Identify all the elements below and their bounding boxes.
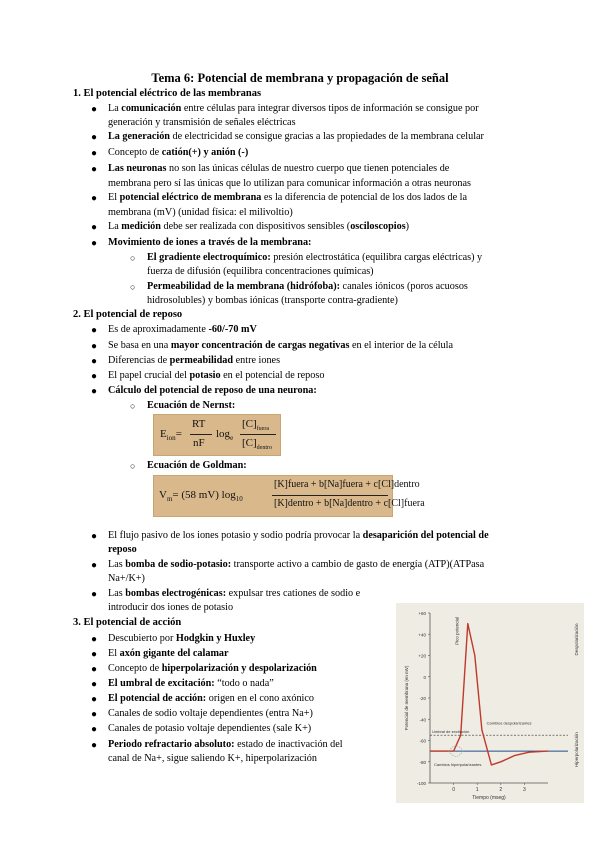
bullet-icon: ● bbox=[91, 238, 98, 249]
list-item: Las bomba de sodio-potasio: transporte activo a cambio de gasto de energía (ATP)(ATPasa bbox=[108, 559, 485, 570]
action-potential-plot bbox=[396, 603, 584, 803]
y-tick-label: 0 bbox=[423, 674, 426, 680]
list-item-continued: reposo bbox=[108, 544, 137, 555]
list-item: Canales de potasio voltaje dependientes (sale K+) bbox=[108, 723, 312, 734]
x-axis-label: Tiempo (mseg) bbox=[472, 795, 506, 801]
bullet-icon: ● bbox=[91, 694, 98, 705]
list-item: Cálculo del potencial de reposo de una neurona: bbox=[108, 385, 317, 396]
sub-list-item: Permeabilidad de la membrana (hidrófoba): canales iónicos (poros acuosos bbox=[147, 281, 468, 292]
list-item-continued: canal de Na+, sigue saliendo K+, hiperpolarización bbox=[108, 753, 317, 764]
depolarizing-label: Cambios despolarizantes bbox=[486, 720, 532, 726]
section-heading-1: 1. El potencial eléctrico de las membranas bbox=[73, 88, 262, 99]
y-tick-label: -100 bbox=[416, 781, 426, 786]
list-item: Se basa en una mayor concentración de cargas negativas en el interior de la célula bbox=[108, 340, 453, 351]
goldman-equation: $V_m= (58$ mV) $\log_{10}$ [K]fuera + b[Na]fuera + c[Cl]dentro [K]dentro + b[Na]dentro + c[Cl]fuera bbox=[153, 475, 393, 517]
x-tick-label: 2 bbox=[499, 787, 503, 793]
bullet-icon: ● bbox=[91, 560, 98, 571]
list-item-continued: Na+/K+) bbox=[108, 573, 145, 584]
hyperpolarization-side-label: Hiperpolarización bbox=[574, 732, 579, 768]
bullet-icon: ● bbox=[91, 132, 98, 143]
sub-list-item: Ecuación de Nernst: bbox=[147, 400, 236, 411]
sub-list-item-continued: hidrosolubles) y bombas iónicas (transporte contra-gradiente) bbox=[147, 295, 398, 306]
list-item: La comunicación entre células para integrar diversos tipos de información se consigue por bbox=[108, 103, 479, 114]
list-item: El papel crucial del potasio en el potencial de reposo bbox=[108, 370, 325, 381]
action-potential-chart bbox=[396, 603, 584, 803]
section-heading-2: 2. El potencial de reposo bbox=[73, 309, 183, 320]
peak-label: Pico potencial bbox=[454, 616, 460, 645]
list-item: El potencial de acción: origen en el cono axónico bbox=[108, 693, 314, 704]
sub-bullet-icon: ○ bbox=[130, 401, 136, 411]
bullet-icon: ● bbox=[91, 222, 98, 233]
depolarization-side-label: Despolarización bbox=[574, 623, 579, 656]
bullet-icon: ● bbox=[91, 164, 98, 175]
list-item-continued: membrana pero sí las únicas que lo utilizan para comunicar información a otras neuronas bbox=[108, 178, 471, 189]
sub-bullet-icon: ○ bbox=[130, 253, 136, 263]
bullet-icon: ● bbox=[91, 634, 98, 645]
page-title: Tema 6: Potencial de membrana y propagación de señal bbox=[151, 71, 449, 85]
x-tick-label: 1 bbox=[475, 787, 479, 793]
nernst-equation: $E_{ion}=$ RT nF $\log_e$ $[C]_{fuera}$ $[C]_{dentro}$ bbox=[153, 414, 281, 456]
bullet-icon: ● bbox=[91, 325, 98, 336]
list-item: El potencial eléctrico de membrana es la diferencia de potencial de los dos lados de la bbox=[108, 192, 468, 203]
y-axis-label: Potencial de membrana (en mV) bbox=[404, 665, 409, 731]
list-item-continued: membrana (mV) (unidad física: el milivoltio) bbox=[108, 207, 293, 218]
bullet-icon: ● bbox=[91, 709, 98, 720]
bullet-icon: ● bbox=[91, 649, 98, 660]
bullet-icon: ● bbox=[91, 386, 98, 397]
bullet-icon: ● bbox=[91, 371, 98, 382]
bullet-icon: ● bbox=[91, 148, 98, 159]
bullet-icon: ● bbox=[91, 356, 98, 367]
sub-list-item: El gradiente electroquímico: presión electrostática (equilibra cargas eléctricas) y bbox=[147, 252, 483, 263]
list-item: La medición debe ser realizada con dispositivos sensibles (osciloscopios) bbox=[108, 221, 410, 232]
bullet-icon: ● bbox=[91, 193, 98, 204]
list-item: Canales de sodio voltaje dependientes (entra Na+) bbox=[108, 708, 313, 719]
bullet-icon: ● bbox=[91, 104, 98, 115]
bullet-icon: ● bbox=[91, 341, 98, 352]
sub-list-item: Ecuación de Goldman: bbox=[147, 460, 247, 471]
action-potential-curve bbox=[430, 624, 548, 765]
y-tick-label: -80 bbox=[419, 759, 426, 765]
list-item: Concepto de catión(+) y anión (-) bbox=[108, 147, 249, 158]
list-item: El umbral de excitación: “todo o nada” bbox=[108, 678, 274, 689]
bullet-icon: ● bbox=[91, 589, 98, 600]
list-item: Diferencias de permeabilidad entre iones bbox=[108, 355, 281, 366]
bullet-icon: ● bbox=[91, 724, 98, 735]
y-tick-label: -20 bbox=[419, 696, 426, 701]
hyperpolarizing-changes-curve bbox=[449, 751, 463, 756]
list-item: Concepto de hiperpolarización y despolarización bbox=[108, 663, 317, 674]
threshold-label: Umbral de excitación bbox=[432, 729, 470, 735]
list-item: Periodo refractario absoluto: estado de inactivación del bbox=[108, 739, 343, 750]
list-item-continued: generación y transmisión de señales eléctricas bbox=[108, 117, 296, 128]
bullet-icon: ● bbox=[91, 664, 98, 675]
bullet-icon: ● bbox=[91, 740, 98, 751]
y-tick-label: +40 bbox=[418, 632, 426, 638]
list-item: El axón gigante del calamar bbox=[108, 648, 229, 659]
x-tick-label: 0 bbox=[452, 787, 455, 793]
hyperpolarizing-label: Cambios hiperpolarizantes bbox=[434, 762, 482, 767]
y-tick-label: +20 bbox=[418, 653, 426, 659]
section-heading-3: 3. El potencial de acción bbox=[73, 617, 182, 628]
bullet-icon: ● bbox=[91, 679, 98, 690]
list-item: Es de aproximadamente -60/-70 mV bbox=[108, 324, 257, 335]
y-tick-label: -40 bbox=[419, 717, 426, 723]
list-item: La generación de electricidad se consigue gracias a las propiedades de la membrana celular bbox=[108, 131, 484, 142]
bullet-icon: ● bbox=[91, 531, 98, 542]
list-item: El flujo pasivo de los iones potasio y sodio podría provocar la desaparición del potencial de bbox=[108, 530, 489, 541]
list-item: Las neuronas no son las únicas células de nuestro cuerpo que tienen potenciales de bbox=[108, 163, 450, 174]
sub-bullet-icon: ○ bbox=[130, 282, 136, 292]
y-tick-label: -60 bbox=[419, 738, 426, 744]
list-item: Movimiento de iones a través de la membrana: bbox=[108, 237, 312, 248]
sub-list-item-continued: fuerza de difusión (equilibra concentraciones químicas) bbox=[147, 266, 374, 277]
y-tick-label: +60 bbox=[418, 611, 426, 616]
list-item: Las bombas electrogénicas: expulsar tres cationes de sodio e bbox=[108, 588, 361, 599]
x-tick-label: 3 bbox=[523, 787, 526, 793]
list-item-continued: introducir dos iones de potasio bbox=[108, 602, 234, 613]
list-item: Descubierto por Hodgkin y Huxley bbox=[108, 633, 256, 644]
sub-bullet-icon: ○ bbox=[130, 461, 136, 471]
